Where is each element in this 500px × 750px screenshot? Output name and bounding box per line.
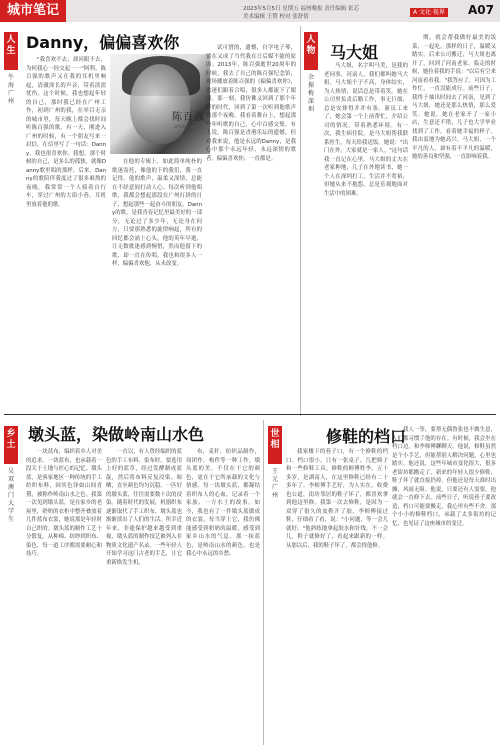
byline: 王元 广州 — [271, 468, 278, 499]
section-label: 乡土 — [4, 426, 18, 464]
article-body-col1: "我喜欢不去，却问眼不去，为何我心一经交起一一"阿利，陈百强的歌声又在我的耳机里响起，清澈深长的声音，带着淡淡忧伤。这个时候，我也想起年轻的自己，那时我已经在广州工作，初到广州的我，在举目无亲的城市里，每天晚上都会找时间听陈百强的歌。有一天，刚进入广州的时候，有一个朋友写来一封信，在信里写了一句话：Danny，我也很喜欢你。我想，那个时候的自己，是多么的孤独，就像Danny歌里唱的那样。后来，Danny的歌陪伴我度过了很多难熬的夜晚。我常常一个人骑着自行车，穿过广州的大街小巷，耳机里放着他的歌。 — [26, 57, 106, 208]
artist-photo — [110, 54, 210, 154]
article-body-col2: 期，就会帮我做好最美的饭菜，一起吃，那样的日子，温暖又踏实。后来公司搬迁，马大姐也离开了，回到了河南老家。临走的时候，她拉着我的手说："以后有空来河南看看我。"我答应了，可因为工作忙，一直没能成行。前些日子，我终于抽出时间去了河南，见到了马大姐，她还是那么热情，那么爱笑。她说，她在老家开了一家小店，生意还不错，儿子也大学毕业找到了工作。看着她幸福的样子，我由衷地为她高兴。马大姐，一个平凡的人，却有着不平凡的温暖，她的善良和坚强，一直影响着我。 — [412, 35, 496, 160]
article-title: Danny，偏偏喜欢你 — [26, 33, 180, 52]
byline: 吴双 澳门 大学生 — [7, 468, 14, 523]
article-body-col2: 一直以，有人曾经编织的蓝色的手工布料。染布时，要选用上好的蓝草，经过发酵制成蓝靛，然后将布料反复浸染、晾晒，直至颜色均匀沉稳。一匹好的墩头蓝，往往需要数十次的浸染。随着时代的发展，机器织布逐渐取代了手工织布，墩头蓝也渐渐淡出了人们的生活。所幸近年来，非遗保护越来越受到重视，墩头蓝的制作技艺被列入非物质文化遗产名录，一些年轻人开始学习这门古老的手艺，让它重新焕发生机。 — [106, 449, 182, 566]
issue-date-line: 2023年5月5日 星期五 福州晚报 责任编辑 张芯 — [243, 6, 359, 12]
section-label: 世相 — [268, 426, 282, 464]
vertical-divider — [300, 26, 301, 416]
section-label: 人生 — [4, 32, 18, 70]
article-body-col3: 布，麦秆，纺织品制作，周团作，构件等一种工作。墩头蓝的美，不仅在于它的颜色，更在于它所承载的文化与情感。每一块墩头蓝，都凝结着织布人的心血，记录着一个家族、一方水土的故事。如今，我也有了一件墩头蓝做成的衣裳，每当穿上它，我仿佛能感受到奶奶的温暖，感受到家乡山水的气息。那一抹蓝色，是岭南山水的颜色，也是我心中永远的乡愁。 — [186, 449, 260, 557]
article-title: 修鞋的档口 — [326, 427, 407, 446]
byline: 余振梅 深圳 — [307, 74, 314, 113]
article-title: 墩头蓝，染做岭南山水色 — [28, 425, 205, 444]
photo-subcaption: DANNY CHAN — [174, 124, 201, 129]
article-body-col2: 在他的专辑上，如此简单纯朴的歌迷寄托，像他的下的我们，我一直记得。他的歌声，温柔又深情，总能在不经意间打动人心。每次听到他唱歌，我都会想起那段在广州打拼的日子，想起那些一起奋斗的朋友。Danny的歌，是我青春记忆里最美好的一部分，无论过了多少年，无论身在何方，只要那熟悉的旋律响起，所有的回忆都会涌上心头。他的英年早逝，让无数歌迷感到惋惜，然而他留下的歌，却一直在传唱。我也和很多人一样，偏偏喜欢他，从未改变。 — [112, 159, 202, 267]
page-number: A07 — [468, 3, 494, 17]
article-body-col2: 我人一等，要帮无偶鲁张也不做生意，人们都习惯了他的存在。有时候，我会坐在档口边，和李师傅聊聊天。他说，修鞋虽然是个小手艺，但能帮别人解决问题，心里也踏实。他还说，这些年城市变化很大，很多老街坊都搬走了，新来的年轻人很少修鞋，鞋子坏了就直接扔掉。但他还是每天准时出摊，风雨无阻。他说，只要还有人需要，他就会一直修下去。前些日子，听说巷子要改造，档口可能要搬走，我心里有些不舍。那个小小的修鞋档口，承载了太多街坊的记忆，也见证了这座城市的变迁。 — [392, 427, 496, 527]
section-label: 人物 — [304, 32, 318, 70]
article-body-col3: 试可惜的，遗憾，自学电子琴，留在又成了当代我在日后媒不能的原因。2013年，陈百强逝世20周年的时候，我去了自己的陈百强纪念馆，现场播放着陈百强的《偏偏喜欢你》，歌迷们跟着合唱，很多人都流下了眼泪。那一刻，我仿佛又回到了那个年轻的时代，回到了第一次听到他歌声的那个夜晚。我看着舞台上，想起那些年听歌的自己，心中百感交集。有人说，陈百强是香港乐坛的遗憾，但对我来说，他是永远的Danny，是我心中那个永远年轻、永远深情的歌者。偏偏喜欢你，一直都是。 — [206, 45, 296, 162]
photo-caption: 陈百强 — [172, 112, 205, 123]
photo-image — [110, 54, 210, 154]
section-tag: A 文化·视界 — [410, 8, 448, 17]
article-body-col1: 一块蓝布，编织着乡人对美的追求。一块蓝布，也承载着一段关于土地与匠心的记忆。墩头蓝，是客家地区一种传统的手工纺织布料，因其色泽如山间青黛，被称作岭南山水之色。我第一次见到墩头蓝，是在家乡的老屋里，奶奶的衣柜中整齐叠放着几件蓝布衣裳，她说那是年轻时自己织的。墩头蓝的制作工艺十分繁复，从种棉、纺纱到织布、染色，每一道工序都需要耐心和技巧。 — [26, 449, 102, 557]
article-body-col1: 我家楼下的巷子口，有一个修鞋的档口。档口很小，只有一张桌子、几把椅子和一些修鞋工具。修鞋的师傅姓李，五十多岁，是湖南人，在这里修鞋已经有二十多年了。李师傅手艺好，为人实在，收费也公道，街坊邻居的鞋子坏了，都喜欢拿到他这里修。我第一次去修鞋，是因为一双穿了很久的皮鞋开了胶，李师傅接过鞋，仔细看了看，说："小问题，等一会儿就好。"他熟练地拿起胶水和针线，不一会儿，鞋子就修好了，看起来跟新的一样。从那以后，我的鞋子坏了，都会找他修。 — [286, 449, 388, 549]
photo-face — [130, 64, 190, 144]
article-title: 马大姐 — [330, 43, 379, 62]
vertical-divider — [263, 420, 264, 745]
page-header — [0, 0, 500, 22]
byline: 牛海 广州 — [7, 74, 14, 105]
horizontal-divider — [4, 414, 496, 415]
editor-line: 美术编辑 王赞 校对 张舒倩 — [243, 14, 309, 20]
article-body-col1: 马大姐，名字叫马美，是我的老同事，河南人，我们都叫她马大姐。马大姐个子不高，身体结实，为人热情，说话总是带着笑。她在公司里负责后勤工作，事无巨细，总是安排得井井有条。新员工来了，她会第一个上前帮忙，介绍公司的情况，带着熟悉环境。有一次，我生病住院，是马大姐帮我联系医生，每天给我送饭。她说："出门在外，大家就是一家人。"这句话我一直记在心里。马大姐的丈夫在老家种地，儿子在外地读书，她一个人在深圳打工，生活并不宽裕，但她从来不抱怨，总是乐观地面对生活中的困难。 — [324, 63, 408, 197]
column-brand: 城市笔记 — [0, 0, 66, 22]
